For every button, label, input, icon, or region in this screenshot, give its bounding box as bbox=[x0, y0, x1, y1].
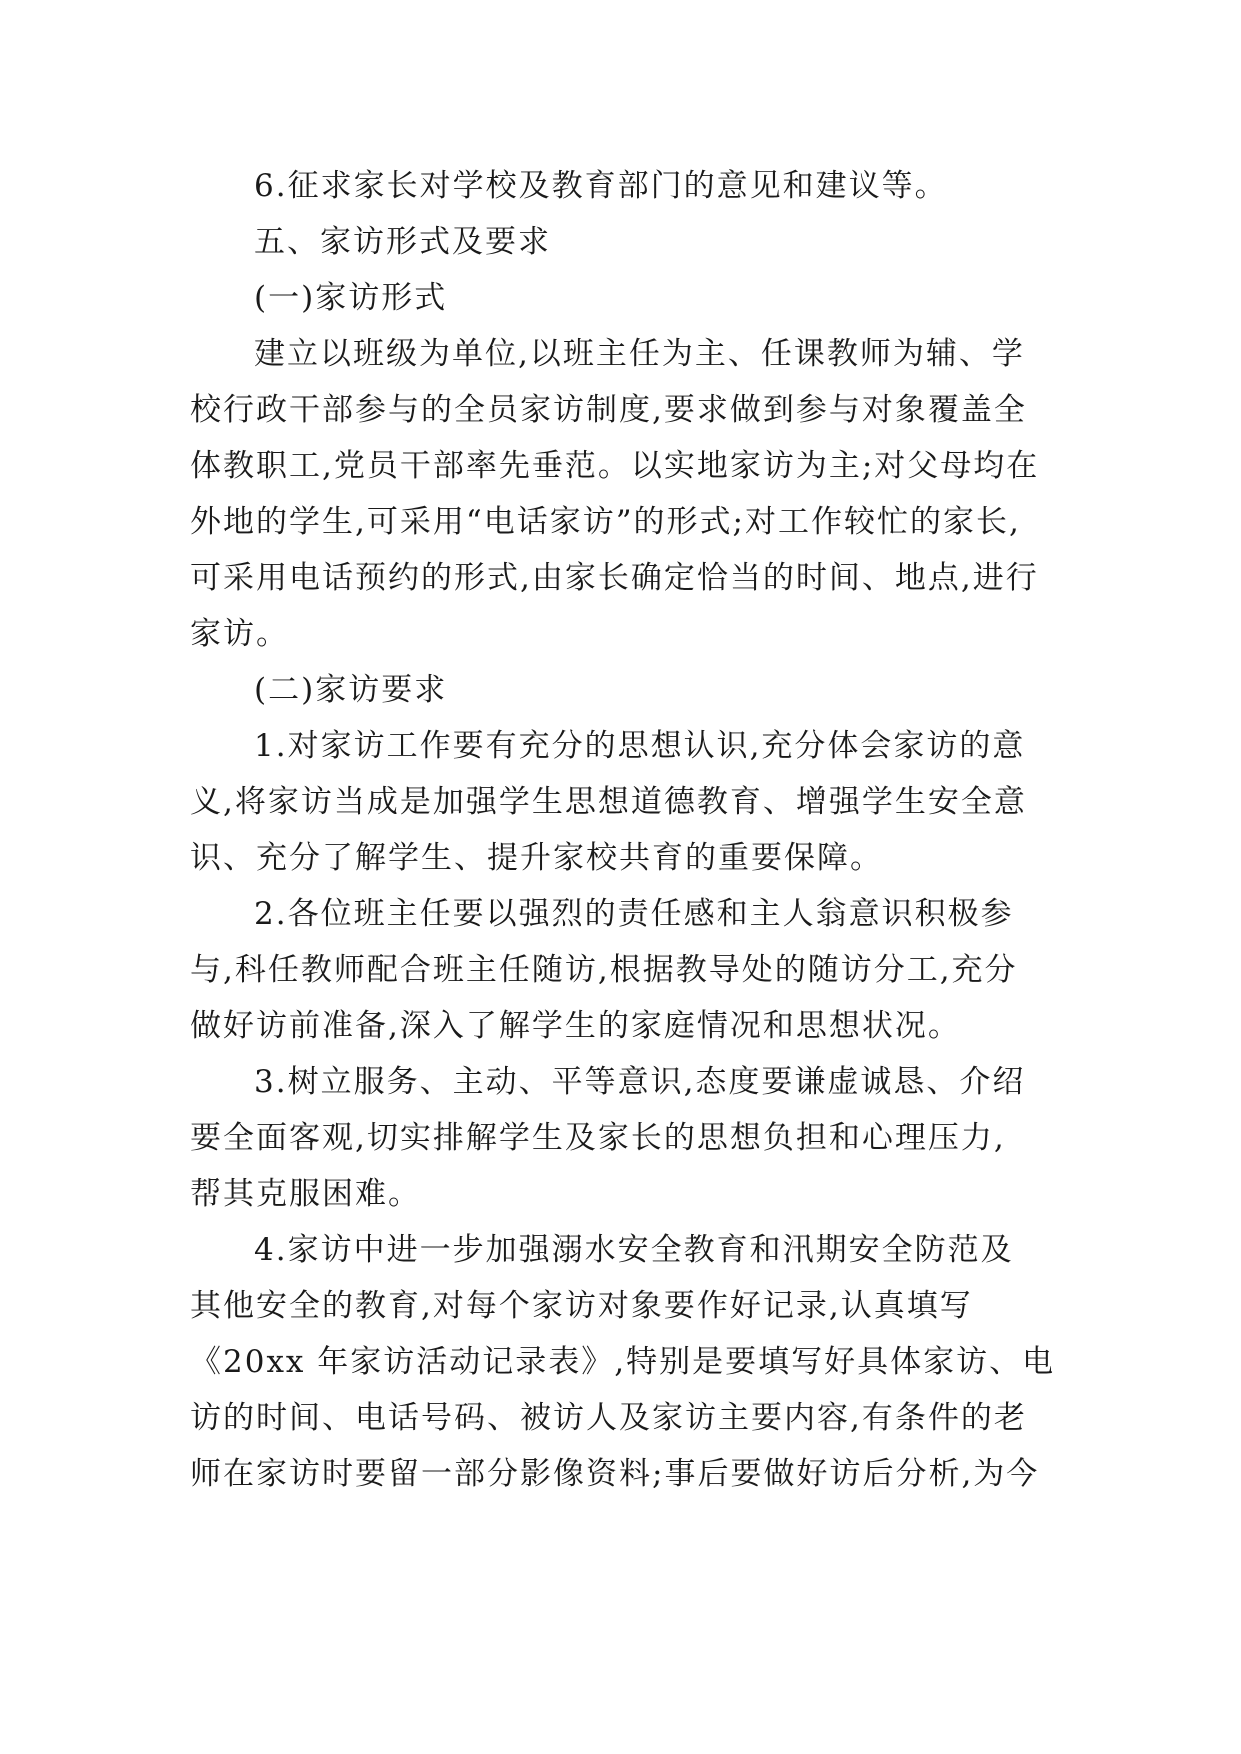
paragraph-forms-line-1: 建立以班级为单位,以班主任为主、任课教师为辅、学 bbox=[254, 336, 1025, 372]
requirement-1-line-1: 1.对家访工作要有充分的思想认识,充分体会家访的意 bbox=[254, 728, 1026, 764]
document-body bbox=[190, 158, 1056, 1502]
subheading-visit-requirements: (二)家访要求 bbox=[254, 672, 448, 708]
requirement-3-line-2: 要全面客观,切实排解学生及家长的思想负担和心理压力, bbox=[190, 1120, 1006, 1156]
paragraph-forms-line-3: 体教职工,党员干部率先垂范。以实地家访为主;对父母均在 bbox=[190, 448, 1040, 484]
requirement-4-line-2: 其他安全的教育,对每个家访对象要作好记录,认真填写 bbox=[190, 1288, 973, 1324]
paragraph-forms-line-4: 外地的学生,可采用“电话家访”的形式;对工作较忙的家长, bbox=[190, 504, 1021, 540]
requirement-1-line-3: 识、充分了解学生、提升家校共育的重要保障。 bbox=[190, 840, 883, 876]
paragraph-forms-line-5: 可采用电话预约的形式,由家长确定恰当的时间、地点,进行 bbox=[190, 560, 1039, 596]
requirement-4-line-3: 《20xx 年家访活动记录表》,特别是要填写好具体家访、电 bbox=[190, 1344, 1056, 1380]
subheading-visit-forms: (一)家访形式 bbox=[254, 280, 448, 316]
requirement-3-line-3: 帮其克服困难。 bbox=[190, 1176, 421, 1212]
section-heading-5: 五、家访形式及要求 bbox=[254, 224, 551, 260]
requirement-2-line-2: 与,科任教师配合班主任随访,根据教导处的随访分工,充分 bbox=[190, 952, 1018, 988]
requirement-4-line-5: 师在家访时要留一部分影像资料;事后要做好访后分析,为今 bbox=[190, 1456, 1040, 1492]
paragraph-item-6: 6.征求家长对学校及教育部门的意见和建议等。 bbox=[254, 168, 948, 204]
requirement-1-line-2: 义,将家访当成是加强学生思想道德教育、增强学生安全意 bbox=[190, 784, 1027, 820]
requirement-2-line-1: 2.各位班主任要以强烈的责任感和主人翁意识积极参 bbox=[254, 896, 1014, 932]
requirement-4-line-1: 4.家访中进一步加强溺水安全教育和汛期安全防范及 bbox=[254, 1232, 1014, 1268]
paragraph-forms-line-6: 家访。 bbox=[190, 616, 289, 652]
paragraph-forms-line-2: 校行政干部参与的全员家访制度,要求做到参与对象覆盖全 bbox=[190, 392, 1027, 428]
requirement-2-line-3: 做好访前准备,深入了解学生的家庭情况和思想状况。 bbox=[190, 1008, 961, 1044]
requirement-3-line-1: 3.树立服务、主动、平等意识,态度要谦虚诚恳、介绍 bbox=[254, 1064, 1026, 1100]
requirement-4-line-4: 访的时间、电话号码、被访人及家访主要内容,有条件的老 bbox=[190, 1400, 1027, 1436]
